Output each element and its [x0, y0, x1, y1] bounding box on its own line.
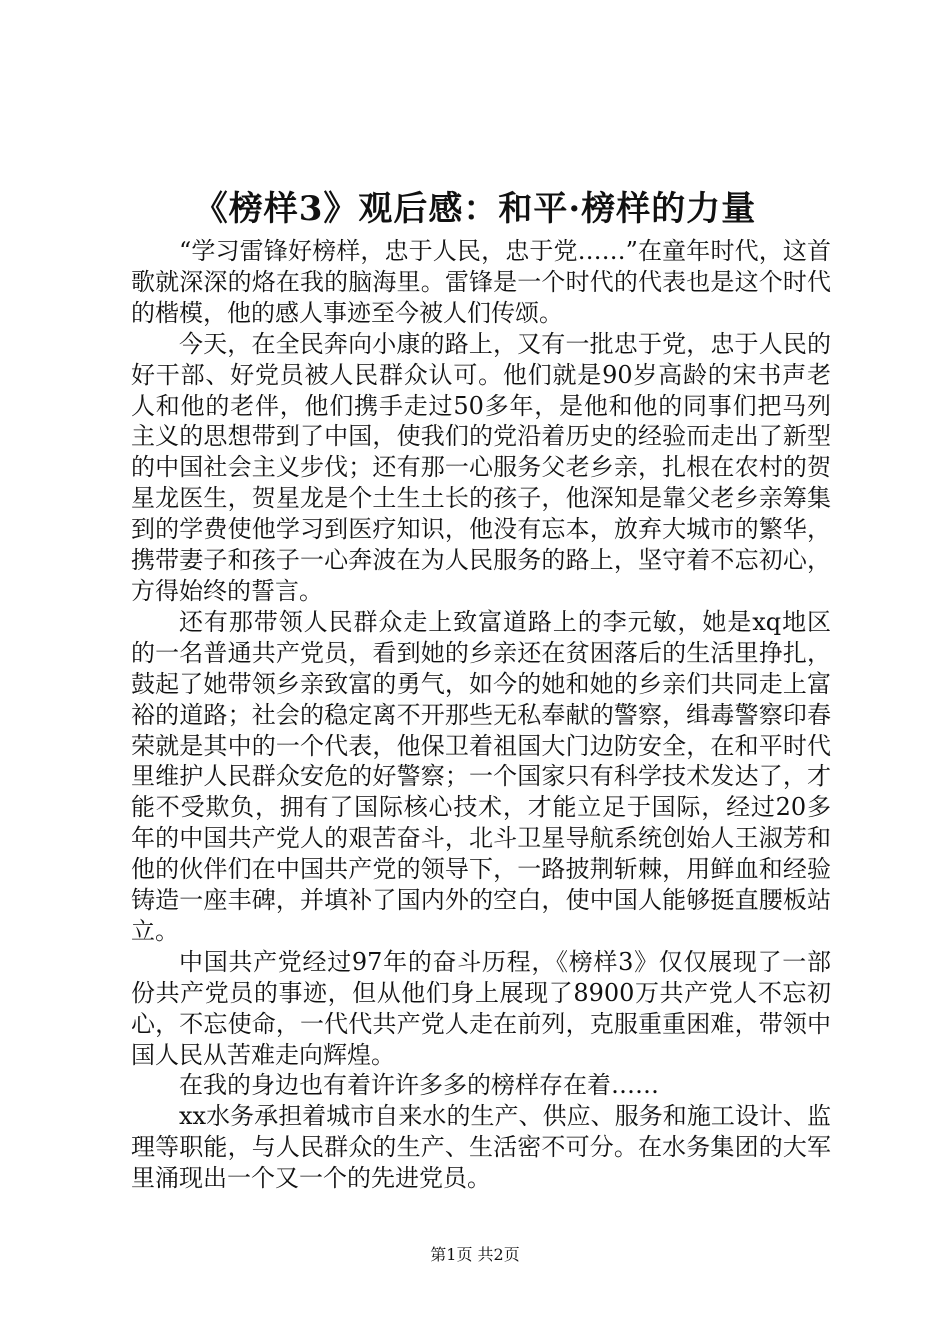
paragraph-2: 今天，在全民奔向小康的路上，又有一批忠于党，忠于人民的好干部、好党员被人民群众认可。他们就是90岁高龄的宋书声老人和他的老伴，他们携手走过50多年，是他和他的同事们把马列主义的思想带到了中国，使我们的党沿着历史的经验而走出了新型的中国社会主义步伐；还有那一心服务父老乡亲，扎根在农村的贺星龙医生，贺星龙是个土生土长的孩子，他深知是靠父老乡亲筹集到的学费使他学习到医疗知识，他没有忘本，放弃大城市的繁华，携带妻子和孩子一心奔波在为人民服务的路上，坚守着不忘初心，方得始终的誓言。 — [131, 329, 831, 605]
document-title: 《榜样3》观后感：和平·榜样的力量 — [193, 189, 757, 229]
page-number-footer: 第1页 共2页 — [430, 1245, 520, 1264]
document-body — [131, 236, 831, 1194]
paragraph-5: 在我的身边也有着许许多多的榜样存在着…… — [179, 1071, 659, 1100]
paragraph-1: “学习雷锋好榜样，忠于人民，忠于党……”在童年时代，这首歌就深深的烙在我的脑海里。雷锋是一个时代的代表也是这个时代的楷模，他的感人事迹至今被人们传颂。 — [131, 237, 831, 327]
paragraph-6: xx水务承担着城市自来水的生产、供应、服务和施工设计、监理等职能，与人民群众的生产、生活密不可分。在水务集团的大军里涌现出一个又一个的先进党员。 — [131, 1102, 831, 1193]
paragraph-3: 还有那带领人民群众走上致富道路上的李元敏，她是xq地区的一名普通共产党员，看到她的乡亲还在贫困落后的生活里挣扎，鼓起了她带领乡亲致富的勇气，如今的她和她的乡亲们共同走上富裕的道路；社会的稳定离不开那些无私奉献的警察，缉毒警察印春荣就是其中的一个代表，他保卫着祖国大门边防安全，在和平时代里维护人民群众安危的好警察；一个国家只有科学技术发达了，才能不受欺负，拥有了国际核心技术，才能立足于国际，经过20多年的中国共产党人的艰苦奋斗，北斗卫星导航系统创始人王淑芳和他的伙伴们在中国共产党的领导下，一路披荆斩棘，用鲜血和经验铸造一座丰碑，并填补了国内外的空白，使中国人能够挺直腰板站立。 — [131, 607, 831, 945]
paragraph-4: 中国共产党经过97年的奋斗历程，《榜样3》仅仅展现了一部份共产党员的事迹，但从他们身上展现了8900万共产党人不忘初心，不忘使命，一代代共产党人走在前列，克服重重困难，带领中国人民从苦难走向辉煌。 — [131, 947, 831, 1069]
